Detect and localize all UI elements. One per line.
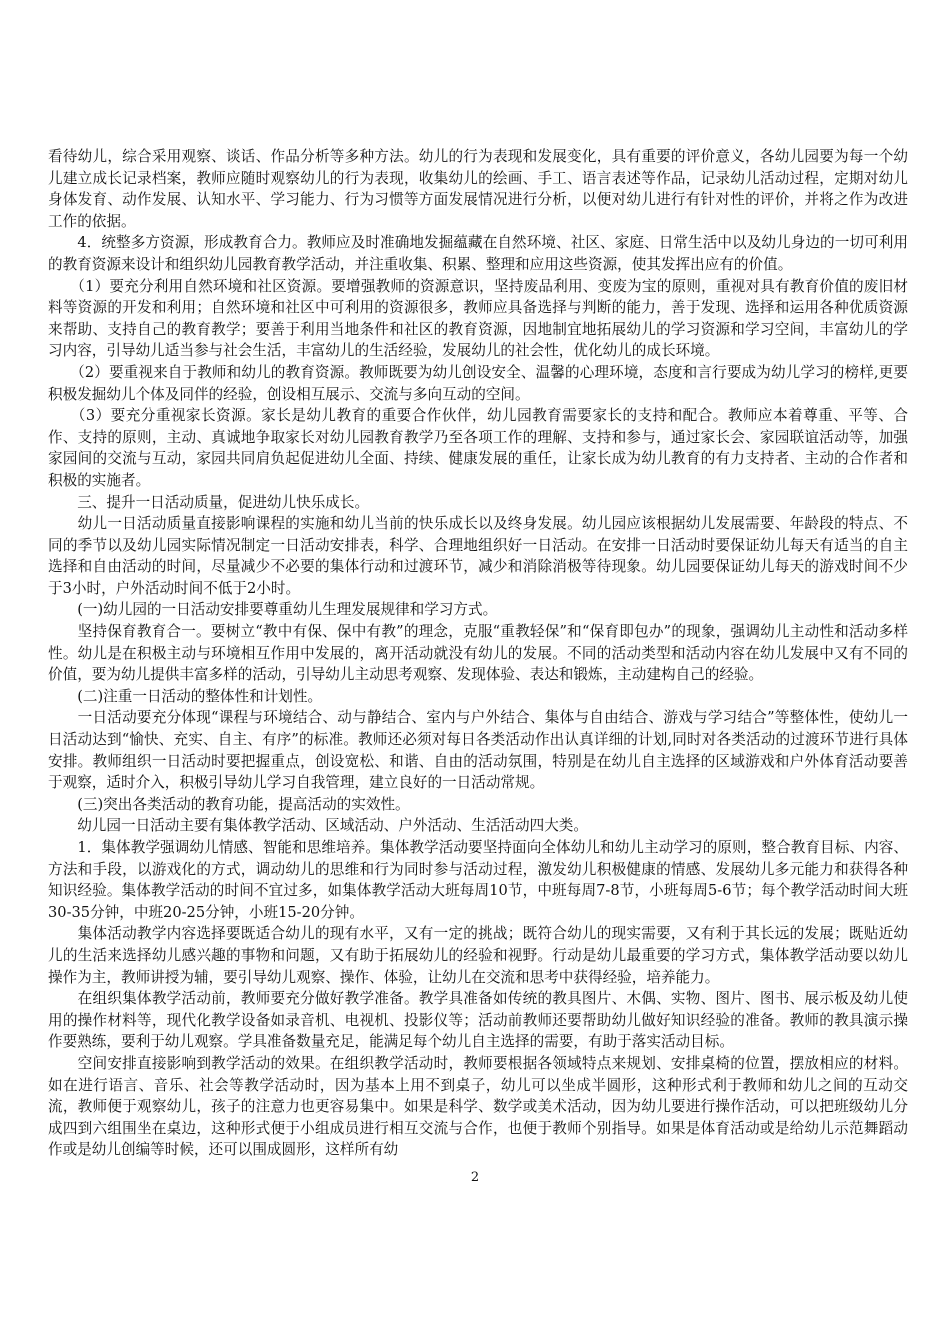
paragraph: 一日活动要充分体现“课程与环境结合、动与静结合、室内与户外结合、集体与自由结合、游戏与学习结合”等整体性，使幼儿一日活动达到“愉快、充实、自主、有序”的标准。教师还必须对每日各类活动作出认真详细的计划,同时对各类活动的过渡环节进行具体安排。教师组织一日活动时要把握重点，创设宽松、和谐、自由的活动氛围，特别是在幼儿自主选择的区域游戏和户外体育活动要善于观察，适时介入，积极引导幼儿学习自我管理，建立良好的一日活动常规。 xyxy=(48,709,908,792)
paragraph: 幼儿园一日活动主要有集体教学活动、区域活动、户外活动、生活活动四大类。 xyxy=(48,817,588,835)
section-heading: 三、提升一日活动质量，促进幼儿快乐成长。 xyxy=(48,493,370,511)
paragraph: （2）要重视来自于教师和幼儿的教育资源。教师既要为幼儿创设安全、温馨的心理环境，态度和言行要成为幼儿学习的榜样,更要积极发掘幼儿个体及同伴的经验，创设相互展示、交流与多向互动的空间。 xyxy=(48,363,908,403)
subsection-heading: (二)注重一日活动的整体性和计划性。 xyxy=(48,687,323,705)
subsection-heading: (一)幼儿园的一日活动安排要尊重幼儿生理发展规律和学习方式。 xyxy=(48,601,498,619)
subsection-heading: (三)突出各类活动的教育功能，提高活动的实效性。 xyxy=(48,795,410,813)
paragraph: （3）要充分重视家长资源。家长是幼儿教育的重要合作伙伴，幼儿园教育需要家长的支持和配合。教师应本着尊重、平等、合作、支持的原则，主动、真诚地争取家长对幼儿园教育教学乃至各项工作的理解、支持和参与，通过家长会、家园联谊活动等，加强家园间的交流与互动，家园共同肩负起促进幼儿全面、持续、健康发展的重任，让家长成为幼儿教育的有力支持者、主动的合作者和积极的实施者。 xyxy=(48,407,908,489)
paragraph: 集体活动教学内容选择要既适合幼儿的现有水平，又有一定的挑战；既符合幼儿的现实需要，又有利于其长远的发展；既贴近幼儿的生活来选择幼儿感兴趣的事物和问题，又有助于拓展幼儿的经验和视野。行动是幼儿最重要的学习方式，集体教学活动要以幼儿操作为主，教师讲授为辅，要引导幼儿观察、操作、体验，让幼儿在交流和思考中获得经验，培养能力。 xyxy=(48,925,908,986)
paragraph: 幼儿一日活动质量直接影响课程的实施和幼儿当前的快乐成长以及终身发展。幼儿园应该根据幼儿发展需要、年龄段的特点、不同的季节以及幼儿园实际情况制定一日活动安排表，科学、合理地组织好一日活动。在安排一日活动时要保证幼儿每天有适当的自主选择和自由活动的时间，尽量减少不必要的集体行动和过渡环节，减少和消除消极等待现象。幼儿园要保证幼儿每天的游戏时间不少于3小时，户外活动时间不低于2小时。 xyxy=(48,515,908,597)
page-number: 2 xyxy=(470,1170,480,1185)
paragraph: 空间安排直接影响到教学活动的效果。在组织教学活动时，教师要根据各领域特点来规划、安排桌椅的位置，摆放相应的材料。如在进行语言、音乐、社会等教学活动时，因为基本上用不到桌子，幼儿可以坐成半圆形，这种形式利于教师和幼儿之间的互动交流，教师便于观察幼儿，孩子的注意力也更容易集中。如果是科学、数学或美术活动，因为幼儿要进行操作活动，可以把班级幼儿分成四到六组围坐在桌边，这种形式便于小组成员进行相互交流与合作，也便于教师个别指导。如果是体育活动或是给幼儿示范舞蹈动作或是幼儿创编等时候，还可以围成圆形，这样所有幼 xyxy=(48,1054,908,1159)
document-page xyxy=(48,146,908,1161)
paragraph: 坚持保育教育合一。要树立“教中有保、保中有教”的理念，克服“重教轻保”和“保育即包办”的现象，强调幼儿主动性和活动多样性。幼儿是在积极主动与环境相互作用中发展的，离开活动就没有幼儿的发展。不同的活动类型和活动内容在幼儿发展中又有不同的价值，要为幼儿提供丰富多样的活动，引导幼儿主动思考观察、发现体验、表达和锻炼，主动建构自己的经验。 xyxy=(48,623,908,684)
paragraph: 在组织集体教学活动前，教师要充分做好教学准备。教学具准备如传统的教具图片、木偶、实物、图片、图书、展示板及幼儿使用的操作材料等，现代化教学设备如录音机、电视机、投影仪等；活动前教师还要帮助幼儿做好知识经验的准备。教师的教具演示操作要熟练，要利于幼儿观察。学具准备数量充足，能满足每个幼儿自主选择的需要，有助于落实活动目标。 xyxy=(48,990,908,1051)
paragraph: 看待幼儿，综合采用观察、谈话、作品分析等多种方法。幼儿的行为表现和发展变化，具有重要的评价意义，各幼儿园要为每一个幼儿建立成长记录档案，教师应随时观察幼儿的行为表现，收集幼儿的绘画、手工、语言表述等作品，记录幼儿活动过程，定期对幼儿身体发育、动作发展、认知水平、学习能力、行为习惯等方面发展情况进行分析，以便对幼儿进行有针对性的评价，并将之作为改进工作的依据。 xyxy=(48,148,908,230)
paragraph: （1）要充分利用自然环境和社区资源。要增强教师的资源意识，坚持废品利用、变废为宝的原则，重视对具有教育价值的废旧材料等资源的开发和利用；自然环境和社区中可利用的资源很多，教师应具备选择与判断的能力，善于发现、选择和运用各种优质资源来帮助、支持自己的教育教学；要善于利用当地条件和社区的教育资源，因地制宜地拓展幼儿的学习资源和学习空间，丰富幼儿的学习内容，引导幼儿适当参与社会生活，丰富幼儿的生活经验，发展幼儿的社会性，优化幼儿的成长环境。 xyxy=(48,277,908,360)
paragraph: 4．统整多方资源，形成教育合力。教师应及时准确地发掘蕴藏在自然环境、社区、家庭、日常生活中以及幼儿身边的一切可利用的教育资源来设计和组织幼儿园教育教学活动，并注重收集、积累、整理和应用这些资源，使其发挥出应有的价值。 xyxy=(48,234,908,273)
paragraph: 1．集体教学强调幼儿情感、智能和思维培养。集体教学活动要坚持面向全体幼儿和幼儿主动学习的原则，整合教育目标、内容、方法和手段，以游戏化的方式，调动幼儿的思维和行为同时参与活动过程，激发幼儿积极健康的情感、发展幼儿多元能力和获得各种知识经验。集体教学活动的时间不宜过多，如集体教学活动大班每周10节，中班每周7-8节，小班每周5-6节；每个教学活动时间大班30-35分钟，中班20-25分钟，小班15-20分钟。 xyxy=(48,839,908,921)
